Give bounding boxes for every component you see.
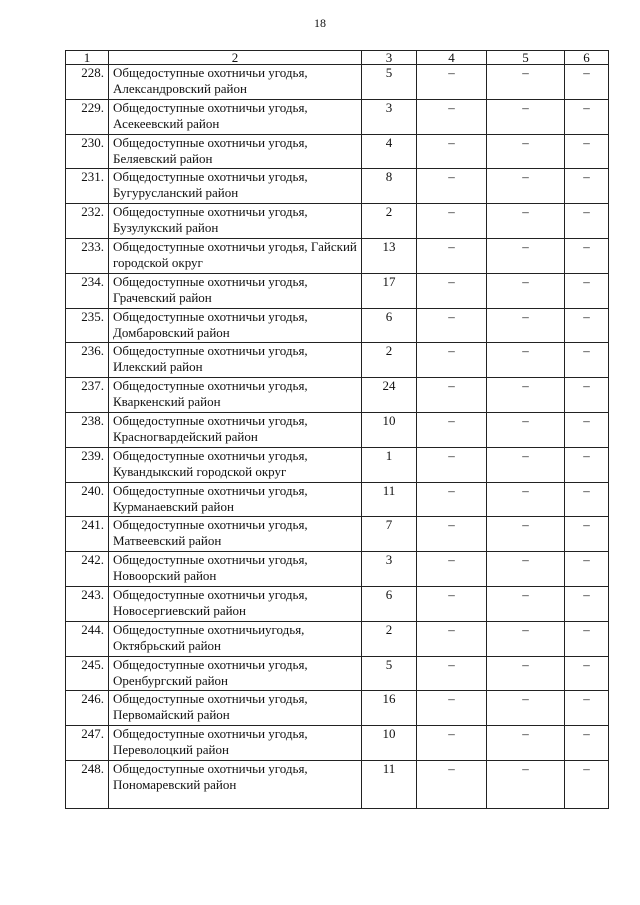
table-row xyxy=(66,204,609,239)
table-row xyxy=(66,134,609,169)
page-number: 18 xyxy=(314,16,326,30)
col-5-value: – xyxy=(487,308,565,343)
col-5-value: – xyxy=(487,343,565,378)
hunting-ground-name: Общедоступные охотничьи угодья, Асекеевский район xyxy=(109,99,362,134)
hunting-ground-name: Общедоступные охотничьи угодья, Новоорский район xyxy=(109,552,362,587)
row-number: 239. xyxy=(66,447,109,482)
hunting-ground-name: Общедоступные охотничьи угодья, Новосергиевский район xyxy=(109,586,362,621)
col-6-value: – xyxy=(565,552,609,587)
col-4-value: – xyxy=(417,621,487,656)
hunting-ground-name: Общедоступные охотничьи угодья, Домбаровский район xyxy=(109,308,362,343)
col-6-value: – xyxy=(565,134,609,169)
col-3-value: 10 xyxy=(362,726,417,761)
col-6-value: – xyxy=(565,273,609,308)
hunting-ground-name: Общедоступные охотничьи угодья, Бузулукский район xyxy=(109,204,362,239)
table-row xyxy=(66,169,609,204)
col-3-value: 6 xyxy=(362,308,417,343)
col-4-value: – xyxy=(417,65,487,100)
col-6-value: – xyxy=(565,99,609,134)
table-row xyxy=(66,552,609,587)
row-number: 247. xyxy=(66,726,109,761)
hunting-ground-name: Общедоступные охотничьи угодья, Переволоцкий район xyxy=(109,726,362,761)
col-6-value: – xyxy=(565,65,609,100)
row-number: 244. xyxy=(66,621,109,656)
col-5-value: – xyxy=(487,586,565,621)
col-3-value: 3 xyxy=(362,99,417,134)
col-3-value: 1 xyxy=(362,447,417,482)
hunting-ground-name: Общедоступные охотничьи угодья, Оренбургский район xyxy=(109,656,362,691)
col-4-value: – xyxy=(417,308,487,343)
table-row xyxy=(66,760,609,808)
row-number: 230. xyxy=(66,134,109,169)
row-number: 237. xyxy=(66,378,109,413)
col-6-value: – xyxy=(565,169,609,204)
hunting-ground-name: Общедоступные охотничьи угодья, Илекский район xyxy=(109,343,362,378)
col-4-value: – xyxy=(417,656,487,691)
col-5-value: – xyxy=(487,204,565,239)
row-number: 234. xyxy=(66,273,109,308)
col-6-value: – xyxy=(565,482,609,517)
col-3-value: 6 xyxy=(362,586,417,621)
hunting-ground-name: Общедоступные охотничьи угодья, Курманаевский район xyxy=(109,482,362,517)
col-4-value: – xyxy=(417,447,487,482)
row-number: 245. xyxy=(66,656,109,691)
col-4-value: – xyxy=(417,517,487,552)
col-5-value: – xyxy=(487,621,565,656)
row-number: 246. xyxy=(66,691,109,726)
table-body xyxy=(66,65,609,809)
col-4-value: – xyxy=(417,482,487,517)
col-4-value: – xyxy=(417,726,487,761)
col-3-value: 24 xyxy=(362,378,417,413)
col-4-value: – xyxy=(417,343,487,378)
col-6-value: – xyxy=(565,760,609,808)
col-4-value: – xyxy=(417,760,487,808)
col-6-value: – xyxy=(565,586,609,621)
table-row xyxy=(66,99,609,134)
hunting-ground-name: Общедоступные охотничьи угодья, Кваркенский район xyxy=(109,378,362,413)
table-row xyxy=(66,482,609,517)
hunting-ground-name: Общедоступные охотничьи угодья, Бугурусланский район xyxy=(109,169,362,204)
col-5-value: – xyxy=(487,552,565,587)
table-row xyxy=(66,726,609,761)
hunting-ground-name: Общедоступные охотничьи угодья, Грачевский район xyxy=(109,273,362,308)
row-number: 233. xyxy=(66,238,109,273)
col-5-value: – xyxy=(487,99,565,134)
row-number: 242. xyxy=(66,552,109,587)
hunting-ground-name: Общедоступные охотничьи угодья, Первомайский район xyxy=(109,691,362,726)
col-3-value: 3 xyxy=(362,552,417,587)
col-4-value: – xyxy=(417,169,487,204)
col-5-value: – xyxy=(487,447,565,482)
table-row xyxy=(66,656,609,691)
col-5-value: – xyxy=(487,134,565,169)
header-col-1: 1 xyxy=(66,51,109,65)
row-number: 238. xyxy=(66,412,109,447)
col-6-value: – xyxy=(565,691,609,726)
row-number: 231. xyxy=(66,169,109,204)
col-6-value: – xyxy=(565,621,609,656)
col-5-value: – xyxy=(487,378,565,413)
col-6-value: – xyxy=(565,308,609,343)
col-4-value: – xyxy=(417,586,487,621)
col-4-value: – xyxy=(417,691,487,726)
col-3-value: 16 xyxy=(362,691,417,726)
col-4-value: – xyxy=(417,99,487,134)
table-row xyxy=(66,517,609,552)
header-col-4: 4 xyxy=(417,51,487,65)
header-col-6: 6 xyxy=(565,51,609,65)
header-col-5: 5 xyxy=(487,51,565,65)
col-3-value: 7 xyxy=(362,517,417,552)
col-5-value: – xyxy=(487,656,565,691)
col-4-value: – xyxy=(417,238,487,273)
table-row xyxy=(66,378,609,413)
hunting-grounds-table xyxy=(65,50,609,809)
table-header xyxy=(66,51,609,65)
col-6-value: – xyxy=(565,447,609,482)
row-number: 235. xyxy=(66,308,109,343)
col-6-value: – xyxy=(565,726,609,761)
col-3-value: 8 xyxy=(362,169,417,204)
col-4-value: – xyxy=(417,273,487,308)
table-row xyxy=(66,65,609,100)
col-5-value: – xyxy=(487,238,565,273)
col-3-value: 2 xyxy=(362,621,417,656)
col-3-value: 17 xyxy=(362,273,417,308)
col-3-value: 5 xyxy=(362,656,417,691)
row-number: 228. xyxy=(66,65,109,100)
hunting-ground-name: Общедоступные охотничьи угодья, Александровский район xyxy=(109,65,362,100)
col-5-value: – xyxy=(487,760,565,808)
col-4-value: – xyxy=(417,412,487,447)
hunting-ground-name: Общедоступные охотничьи угодья, Матвеевский район xyxy=(109,517,362,552)
row-number: 232. xyxy=(66,204,109,239)
col-5-value: – xyxy=(487,691,565,726)
header-col-3: 3 xyxy=(362,51,417,65)
row-number: 243. xyxy=(66,586,109,621)
row-number: 248. xyxy=(66,760,109,808)
table-row xyxy=(66,308,609,343)
col-6-value: – xyxy=(565,204,609,239)
col-4-value: – xyxy=(417,134,487,169)
row-number: 229. xyxy=(66,99,109,134)
table-row xyxy=(66,621,609,656)
col-5-value: – xyxy=(487,273,565,308)
col-4-value: – xyxy=(417,552,487,587)
col-3-value: 13 xyxy=(362,238,417,273)
col-6-value: – xyxy=(565,517,609,552)
col-6-value: – xyxy=(565,238,609,273)
col-3-value: 2 xyxy=(362,343,417,378)
table-row xyxy=(66,238,609,273)
col-5-value: – xyxy=(487,517,565,552)
col-5-value: – xyxy=(487,412,565,447)
table-row xyxy=(66,273,609,308)
table-row xyxy=(66,412,609,447)
row-number: 240. xyxy=(66,482,109,517)
header-row xyxy=(66,51,609,65)
col-6-value: – xyxy=(565,343,609,378)
hunting-ground-name: Общедоступные охотничьи угодья, Кувандыкский городской округ xyxy=(109,447,362,482)
col-6-value: – xyxy=(565,378,609,413)
table-row xyxy=(66,586,609,621)
col-3-value: 10 xyxy=(362,412,417,447)
hunting-ground-name: Общедоступные охотничьи угодья, Беляевский район xyxy=(109,134,362,169)
col-6-value: – xyxy=(565,656,609,691)
hunting-ground-name: Общедоступные охотничьи угодья, Пономаревский район xyxy=(109,760,362,808)
col-5-value: – xyxy=(487,169,565,204)
col-3-value: 5 xyxy=(362,65,417,100)
table-row xyxy=(66,691,609,726)
hunting-ground-name: Общедоступные охотничьи угодья, Гайский городской округ xyxy=(109,238,362,273)
row-number: 236. xyxy=(66,343,109,378)
table-row xyxy=(66,447,609,482)
col-4-value: – xyxy=(417,204,487,239)
col-3-value: 11 xyxy=(362,482,417,517)
table-row xyxy=(66,343,609,378)
col-6-value: – xyxy=(565,412,609,447)
row-number: 241. xyxy=(66,517,109,552)
col-3-value: 11 xyxy=(362,760,417,808)
col-3-value: 4 xyxy=(362,134,417,169)
col-3-value: 2 xyxy=(362,204,417,239)
hunting-ground-name: Общедоступные охотничьи угодья, Красногвардейский район xyxy=(109,412,362,447)
col-5-value: – xyxy=(487,482,565,517)
col-4-value: – xyxy=(417,378,487,413)
col-5-value: – xyxy=(487,65,565,100)
col-5-value: – xyxy=(487,726,565,761)
hunting-ground-name: Общедоступные охотничьиугодья, Октябрьский район xyxy=(109,621,362,656)
header-col-2: 2 xyxy=(109,51,362,65)
